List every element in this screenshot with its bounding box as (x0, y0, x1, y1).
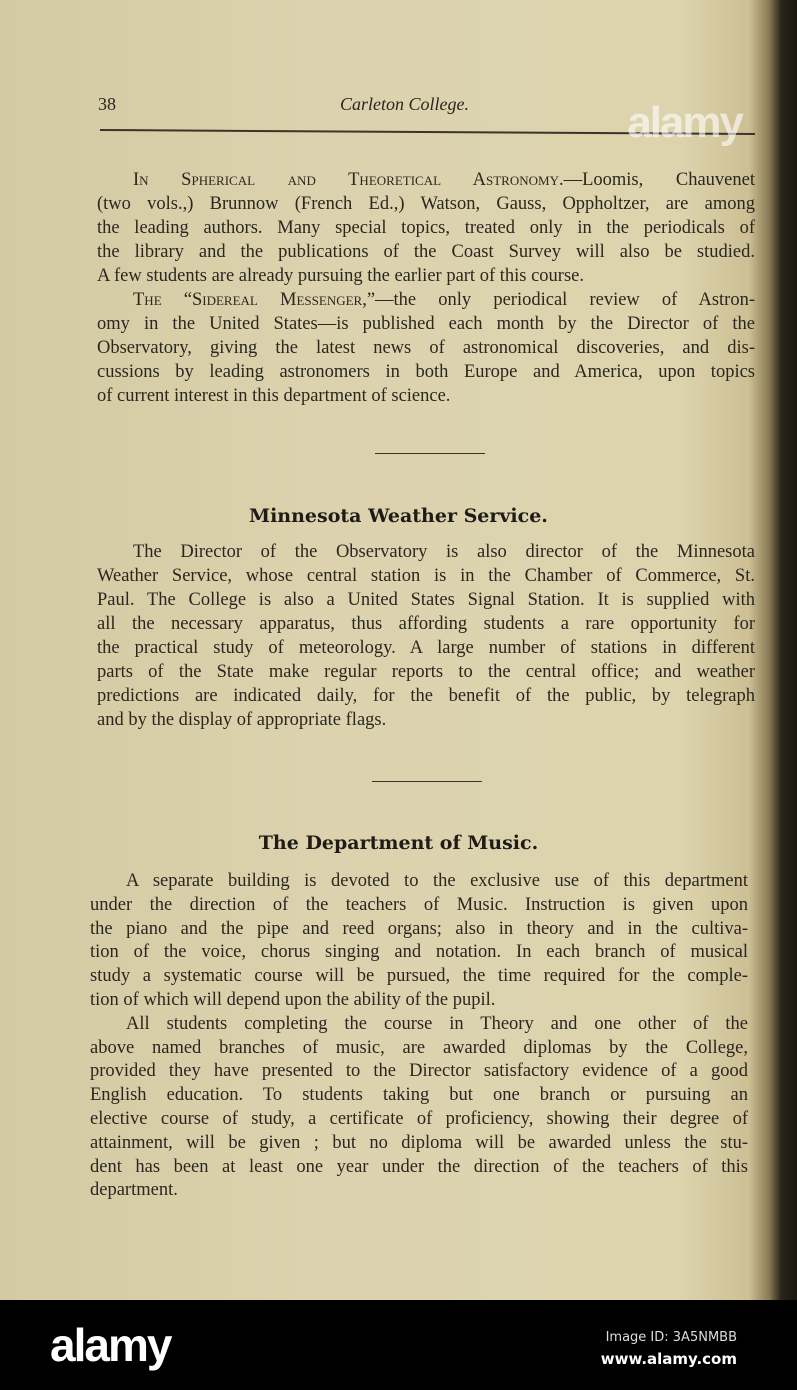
text-line: The Director of the Observatory is also director of the Minnesota (133, 542, 755, 562)
footer-bar (0, 1300, 797, 1390)
section-divider (375, 453, 485, 454)
text-line: and by the display of appropriate flags. (97, 710, 387, 730)
text-line: tion of the voice, chorus singing and notation. In each branch of musical (90, 942, 748, 963)
running-title: Carleton College. (340, 94, 469, 114)
text-line: Paul. The College is also a United States Signal Station. It is supplied with (97, 590, 755, 610)
image-id: Image ID: 3A5NMBB (605, 1330, 737, 1345)
section-divider (372, 781, 482, 782)
small-caps-lead: The “Sidereal Messenger,” (133, 290, 376, 310)
text-line: study a systematic course will be pursued, the time required for the comple- (90, 966, 748, 987)
text-line: the practical study of meteorology. A large number of stations in different (97, 638, 755, 658)
text-line: tion of which will depend upon the ability of the pupil. (90, 990, 496, 1010)
text-line: cussions by leading astronomers in both Europe and America, upon topics (97, 362, 755, 382)
text-line: English education. To students taking but one branch or pursuing an (90, 1085, 748, 1106)
text-line: of current interest in this department of science. (97, 386, 451, 406)
text-line: A separate building is devoted to the exclusive use of this department (126, 871, 748, 891)
text-line: under the direction of the teachers of Music. Instruction is given upon (90, 894, 748, 915)
text-line: attainment, will be given ; but no diploma will be awarded unless the stu- (90, 1132, 748, 1153)
text-line: the leading authors. Many special topics, treated only in the periodicals of (97, 218, 755, 238)
text-line: dent has been at least one year under the direction of the teachers of this (90, 1156, 748, 1177)
text-line: (two vols.,) Brunnow (French Ed.,) Watson, Gauss, Oppholtzer, are among (97, 194, 755, 214)
text-line: elective course of study, a certificate of proficiency, showing their degree of (90, 1109, 748, 1129)
weather-heading: Minnesota Weather Service. (249, 505, 548, 527)
text-line: provided they have presented to the Director satisfactory evidence of a good (90, 1061, 748, 1082)
text-line (97, 290, 755, 311)
text-line: parts of the State make regular reports to the central office; and weather (97, 662, 755, 682)
text-line: A few students are already pursuing the earlier part of this course. (97, 266, 584, 286)
text-line: all the necessary apparatus, thus affording students a rare opportunity for (97, 614, 755, 634)
alamy-logo: alamy (50, 1319, 171, 1371)
text-line: Weather Service, whose central station is in the Chamber of Commerce, St. (97, 566, 755, 586)
line-rest: —Loomis, Chauvenet (563, 170, 755, 190)
text-line: All students completing the course in Theory and one other of the (126, 1013, 748, 1034)
text-line: Observatory, giving the latest news of astronomical discoveries, and dis- (97, 338, 755, 358)
site-link[interactable]: www.alamy.com (600, 1350, 737, 1368)
text-line: above named branches of music, are awarded diplomas by the College, (90, 1037, 748, 1058)
text-line: department. (90, 1180, 178, 1201)
music-heading: The Department of Music. (258, 832, 539, 854)
watermark-logo: alamy (627, 98, 742, 147)
text-line: the piano and the pipe and reed organs; also in theory and in the cultiva- (90, 918, 748, 939)
text-line: the library and the publications of the Coast Survey will also be studied. (97, 242, 755, 262)
text-line: omy in the United States—is published each month by the Director of the (97, 314, 755, 334)
page-number: 38 (98, 94, 116, 114)
text-line (97, 170, 755, 191)
text-line: predictions are indicated daily, for the benefit of the public, by telegraph (97, 686, 755, 706)
line-rest: —the only periodical review of Astron- (375, 290, 755, 310)
small-caps-lead: In Spherical and Theoretical Astronomy. (133, 170, 564, 190)
